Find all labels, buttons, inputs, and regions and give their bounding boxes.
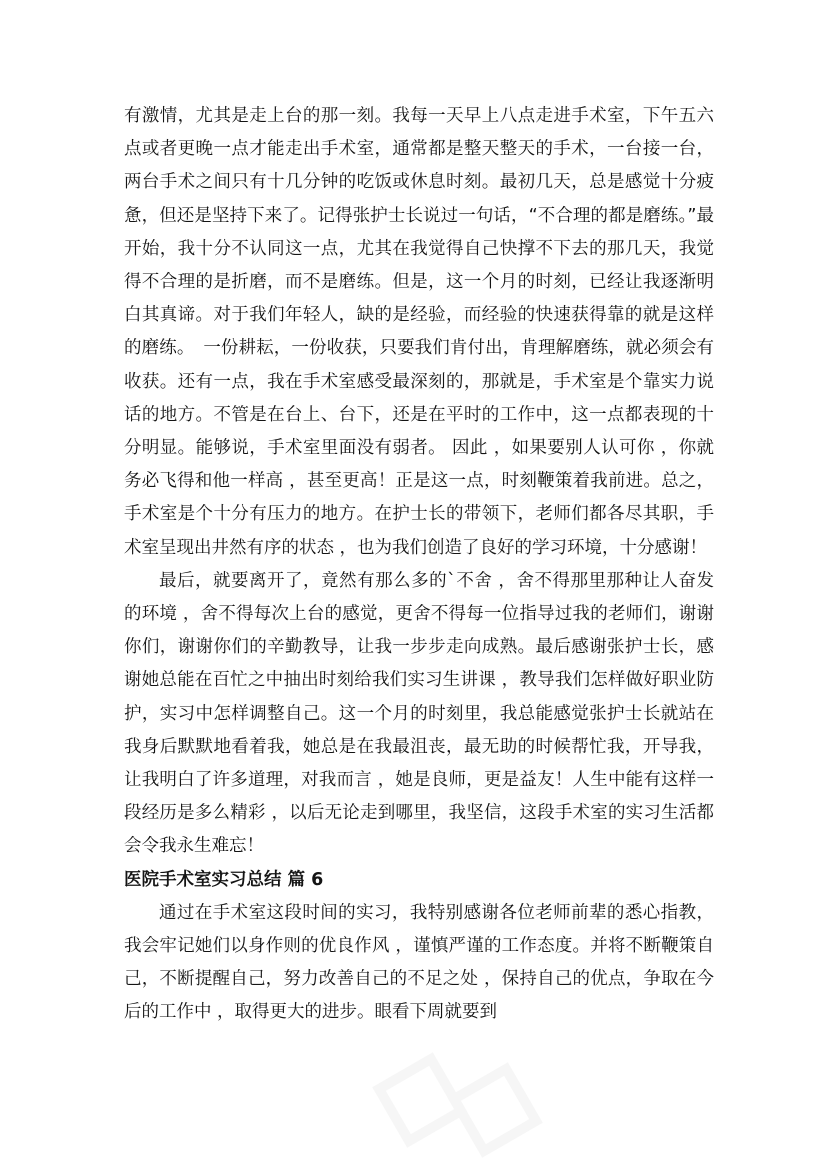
paragraph-continuation: 有激情，尤其是走上台的那一刻。我每一天早上八点走进手术室，下午五六点或者更晚一点才能走出手术室，通常都是整天整天的手术，一台接一台，两台手术之间只有十几分钟的吃饭或休息时刻。最初几天，总是感觉十分疲惫，但还是坚持下来了。记得张护士长说过一句话，“不合理的都是磨练。”最开始，我十分不认同这一点，尤其在我觉得自己快撑不下去的那几天，我觉得不合理的是折磨，而不是磨练。但是，这一个月的时刻，已经让我逐渐明白其真谛。对于我们年轻人，缺的是经验，而经验的快速获得靠的就是这样的磨练。 一份耕耘，一份收获，只要我们肯付出，肯理解磨练，就必须会有收获。还有一点，我在手术室感受最深刻的，那就是，手术室是个靠实力说话的地方。不管是在台上、台下，还是在平时的工作中，这一点都表现的十分明显。能够说，手术室里面没有弱者。 因此 ，如果要别人认可你 ，你就务必飞得和他一样高 ，甚至更高！正是这一点，时刻鞭策着我前进。总之，手术室是个十分有压力的地方。在护士长的带领下，老师们都各尽其职，手术室呈现出井然有序的状态 ，也为我们创造了良好的学习环境，十分感谢！ — [124, 106, 714, 558]
document-body — [124, 100, 714, 1030]
paragraph-closing-thanks: 最后，就要离开了，竟然有那么多的`不舍 ，舍不得那里那种让人奋发的环境 ，舍不得每次上台的感觉，更舍不得每一位指导过我的老师们，谢谢你们，谢谢你们的辛勤教导，让我一步步走向成熟。最后感谢张护士长，感谢她总能在百忙之中抽出时刻给我们实习生讲课 ，教导我们怎样做好职业防护，实习中怎样调整自己。这一个月的时刻里，我总能感觉张护士长就站在我身后默默地看着我，她总是在我最沮丧，最无助的时候帮忙我，开导我，让我明白了许多道理，对我而言 ，她是良师，更是益友！人生中能有这样一段经历是多么精彩 ，以后无论走到哪里，我坚信，这段手术室的实习生活都会令我永生难忘！ — [124, 570, 714, 857]
watermark-logo — [360, 1040, 560, 1170]
paragraph-section-6: 通过在手术室这段时间的实习，我特别感谢各位老师前辈的悉心指教，我会牢记她们以身作则的优良作风 ，谨慎严谨的工作态度。并将不断鞭策自己，不断提醒自己，努力改善自己的不足之处 ，保持自己的优点，争取在今后的工作中 ，取得更大的进步。眼看下周就要到 — [124, 902, 714, 1023]
section-heading: 医院手术室实习总结 篇 6 — [124, 869, 324, 890]
